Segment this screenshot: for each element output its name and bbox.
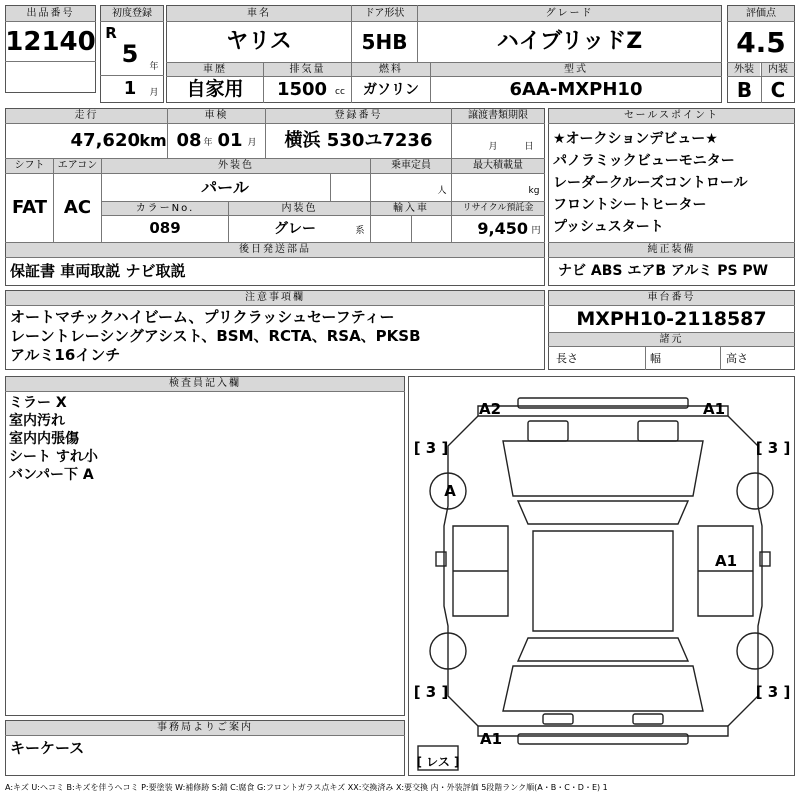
mark-rear-left: A1: [479, 729, 503, 748]
mileage-unit: km: [139, 131, 167, 150]
mileage-label: 走行: [6, 109, 167, 123]
standard-equipment-value: ナビ ABS エアB アルミ PS PW: [558, 263, 769, 279]
chassis-number-label: 車台番号: [549, 291, 794, 305]
transfer-day-unit: 日: [524, 141, 534, 152]
max-load-unit: kg: [528, 185, 540, 196]
interior-color-value: グレー: [274, 220, 316, 237]
car-name-value: ヤリス: [226, 28, 292, 54]
sales-point-item: フロントシートヒーター: [553, 197, 707, 213]
registration-number-label: 登録番号: [266, 109, 451, 123]
office-value: キーケース: [10, 738, 85, 757]
model-code-value: 6AA-MXPH10: [509, 78, 643, 100]
score-label: 評価点: [728, 6, 794, 21]
mark-front-left: A2: [478, 399, 502, 418]
fuel-label: 燃料: [352, 63, 430, 76]
car-name-label: 車名: [167, 6, 351, 21]
transfer-month-unit: 月: [488, 141, 498, 152]
mark-right-side: A1: [714, 551, 738, 570]
exterior-grade-label: 外装: [728, 63, 760, 76]
mark-wheel-fl: A: [444, 481, 456, 500]
registration-year-value: 5: [121, 40, 139, 68]
specs-label: 諸元: [549, 333, 794, 346]
registration-month-value: 1: [123, 78, 137, 99]
sales-point-item: レーダークルーズコントロール: [553, 175, 748, 191]
exterior-color-label: 外装色: [102, 159, 370, 173]
notes-label: 注意事項欄: [6, 291, 544, 305]
door-type-value: 5HB: [361, 29, 408, 54]
interior-grade-value: C: [770, 77, 786, 102]
inspector-line: シート すれ小: [9, 449, 98, 465]
exterior-grade-value: B: [736, 77, 753, 102]
wheel-fr: [737, 473, 773, 509]
inspector-line: ミラー X: [9, 395, 67, 411]
inspection-year-unit: 年: [203, 137, 213, 148]
sales-point-item: ★オークションデビュー★: [553, 131, 718, 147]
inspector-line: バンパー下 A: [9, 467, 94, 483]
inspector-label: 検査員記入欄: [6, 377, 404, 391]
spec-length-label: 長さ: [556, 351, 578, 365]
recycle-fee-value: 9,450: [477, 218, 528, 238]
registration-number-value: 横浜 530ユ7236: [284, 130, 433, 151]
transfer-deadline-label: 譲渡書類期限: [452, 109, 544, 123]
displacement-unit: cc: [335, 86, 345, 97]
tire-fr: [ 3 ]: [755, 438, 791, 457]
aircon-label: エアコン: [54, 159, 101, 173]
inspection-month: 01: [217, 130, 243, 151]
mileage-value: 47,620: [70, 130, 140, 151]
sales-points-label: セールスポイント: [549, 109, 794, 123]
history-label: 車歴: [167, 63, 263, 76]
year-unit: 年: [149, 61, 159, 72]
grade-value: ハイブリッドZ: [496, 28, 643, 54]
inspector-line: 室内汚れ: [9, 413, 65, 429]
tire-fl: [ 3 ]: [413, 438, 449, 457]
lot-number-label: 出品番号: [6, 6, 95, 21]
fuel-value: ガソリン: [363, 81, 419, 98]
note-line: アルミ16インチ: [10, 346, 121, 364]
era-value: R: [105, 23, 117, 42]
grade-label: グレード: [418, 6, 721, 21]
inspection-year: 08: [176, 130, 202, 151]
max-load-label: 最大積載量: [452, 159, 544, 173]
capacity-unit: 人: [437, 185, 447, 196]
capacity-label: 乗車定員: [371, 159, 451, 173]
mark-front-right: A1: [702, 399, 726, 418]
displacement-label: 排気量: [264, 63, 351, 76]
office-label: 事務局よりご案内: [6, 721, 404, 735]
delivered-items-label: 後日発送部品: [6, 243, 544, 257]
model-code-label: 型式: [431, 63, 721, 76]
delivered-items-value: 保証書 車両取説 ナビ取説: [10, 261, 186, 280]
recycle-fee-label: リサイクル預託金: [452, 202, 544, 215]
displacement-value: 1500: [276, 78, 328, 100]
interior-color-label: 内装色: [229, 202, 370, 215]
car-diagram: [408, 376, 795, 776]
spec-width-label: 幅: [650, 351, 661, 365]
recycle-fee-unit: 円: [531, 225, 541, 236]
interior-color-unit: 系: [355, 225, 365, 236]
legend: A:キズ U:ヘコミ B:キズを伴うヘコミ P:要塗装 W:補修跡 S:錆 C:腐食 G:フロントガラス点キズ XX:交換済み X:要交換 内・外装評価 5段階ランク順(A・B・C・D・E) 1: [5, 783, 608, 792]
first-registration-label: 初度登録: [101, 6, 163, 21]
shift-label: シフト: [6, 159, 53, 173]
sales-point-item: パノラミックビューモニター: [553, 153, 735, 169]
interior-grade-label: 内装: [762, 63, 794, 76]
color-number-label: カラーNo.: [102, 202, 228, 215]
history-value: 自家用: [186, 78, 244, 100]
note-line: レーントレーシングアシスト、BSM、RCTA、RSA、PKSB: [10, 327, 421, 345]
shift-value: FAT: [11, 196, 48, 218]
import-label: 輸入車: [371, 202, 451, 215]
door-type-label: ドア形状: [352, 6, 417, 21]
chassis-number-value: MXPH10-2118587: [576, 307, 767, 330]
aircon-value: AC: [63, 196, 92, 218]
wheel-rr: [737, 633, 773, 669]
inspector-list: [9, 394, 98, 484]
tire-spare: [ レス ]: [416, 755, 460, 769]
note-line: オートマチックハイビーム、プリクラッシュセーフティー: [10, 308, 395, 326]
tire-rl: [ 3 ]: [413, 682, 449, 701]
score-value: 4.5: [736, 26, 786, 59]
month-unit: 月: [149, 87, 159, 98]
lot-number-value: 12140: [5, 26, 96, 57]
inspection-label: 車検: [168, 109, 265, 123]
spec-height-label: 高さ: [726, 351, 748, 365]
standard-equipment-label: 純正装備: [549, 243, 794, 257]
tire-rr: [ 3 ]: [755, 682, 791, 701]
exterior-color-value: パール: [201, 178, 249, 197]
notes-list: [10, 308, 421, 365]
sales-point-item: プッシュスタート: [553, 219, 664, 235]
inspection-month-unit: 月: [247, 137, 257, 148]
sales-points-list: [553, 128, 748, 238]
color-number-value: 089: [149, 219, 181, 237]
inspector-line: 室内内張傷: [9, 431, 79, 447]
